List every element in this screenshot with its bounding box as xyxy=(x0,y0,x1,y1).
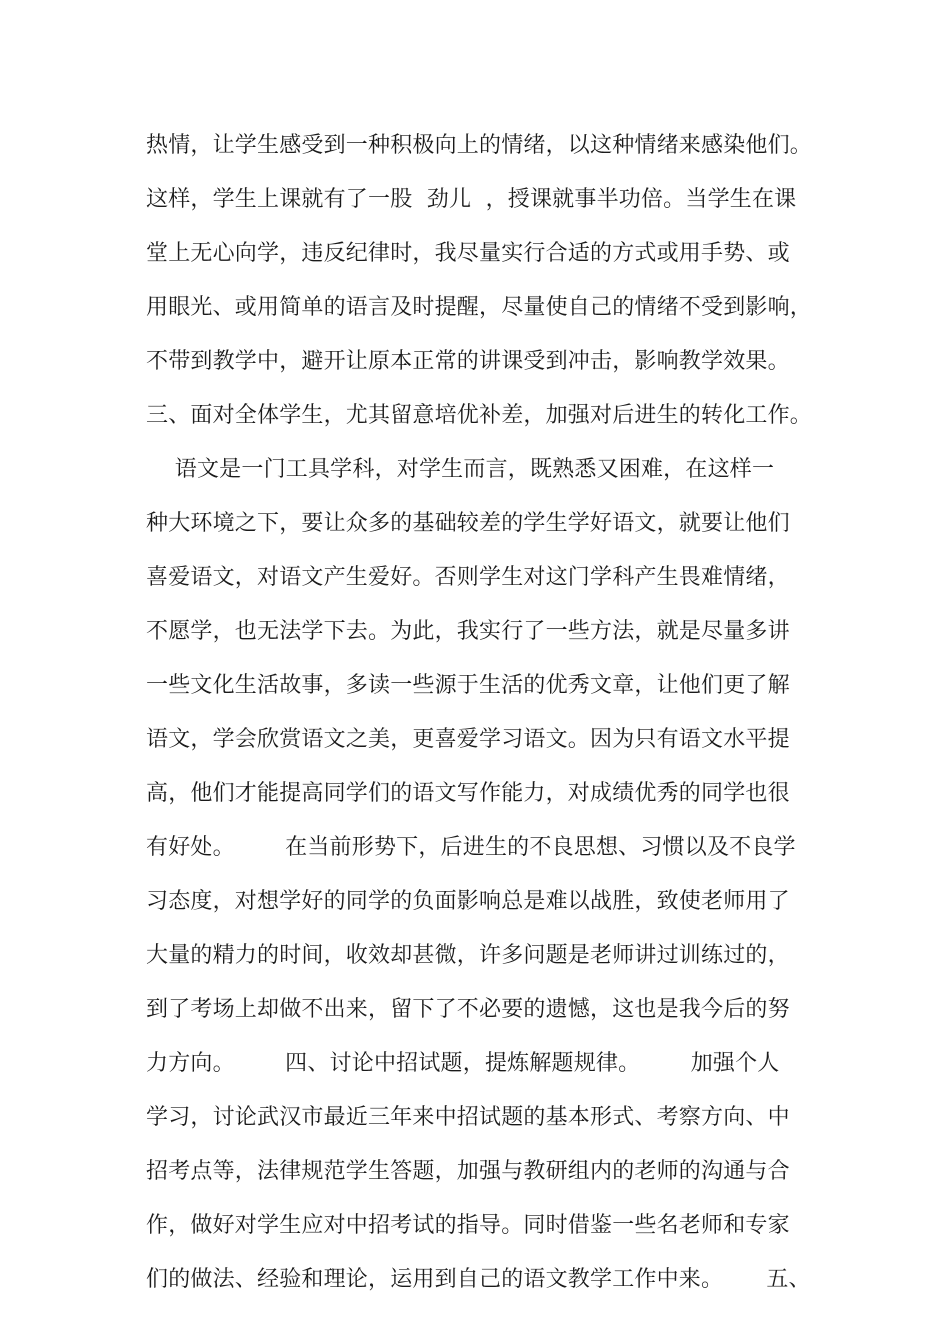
text-line: 招考点等，法律规范学生答题，加强与教研组内的老师的沟通与合 xyxy=(146,1159,790,1184)
text-line: 用眼光、或用简单的语言及时提醒，尽量使自己的情绪不受到影响， xyxy=(146,295,813,320)
text-line: 学习，讨论武汉市最近三年来中招试题的基本形式、考察方向、中 xyxy=(146,1105,790,1130)
text-line: 堂上无心向学，违反纪律时，我尽量实行合适的方式或用手势、或 xyxy=(146,241,790,266)
text-line: 种大环境之下，要让众多的基础较差的学生学好语文，就要让他们 xyxy=(146,511,790,536)
document-body xyxy=(146,124,826,1312)
text-line: 有好处。 在当前形势下，后进生的不良思想、习惯以及不良学 xyxy=(146,835,796,860)
text-line: 这样，学生上课就有了一股 劲儿 ，授课就事半功倍。当学生在课 xyxy=(146,187,797,212)
text-line: 喜爱语文，对语文产生爱好。否则学生对这门学科产生畏难情绪， xyxy=(146,565,790,590)
text-line: 热情，让学生感受到一种积极向上的情绪，以这种情绪来感染他们。 xyxy=(146,133,813,158)
text-line: 一些文化生活故事，多读一些源于生活的优秀文章，让他们更了解 xyxy=(146,673,790,698)
text-line: 作，做好对学生应对中招考试的指导。同时借鉴一些名老师和专家 xyxy=(146,1213,790,1238)
text-line: 力方向。 四、讨论中招试题，提炼解题规律。 加强个人 xyxy=(146,1051,780,1076)
text-line: 大量的精力的时间，收效却甚微，许多问题是老师讲过训练过的， xyxy=(146,943,790,968)
text-line: 语文是一门工具学科，对学生而言，既熟悉又困难，在这样一 xyxy=(146,457,775,482)
text-line: 语文，学会欣赏语文之美，更喜爱学习语文。因为只有语文水平提 xyxy=(146,727,790,752)
text-line: 到了考场上却做不出来，留下了不必要的遗憾，这也是我今后的努 xyxy=(146,997,790,1022)
text-line: 高，他们才能提高同学们的语文写作能力，对成绩优秀的同学也很 xyxy=(146,781,790,806)
text-line: 不愿学，也无法学下去。为此，我实行了一些方法，就是尽量多讲 xyxy=(146,619,790,644)
text-line: 们的做法、经验和理论，运用到自己的语文教学工作中来。 五、 xyxy=(146,1267,811,1292)
text-line: 不带到教学中，避开让原本正常的讲课受到冲击，影响教学效果。 xyxy=(146,349,790,374)
section-heading-line: 三、面对全体学生，尤其留意培优补差，加强对后进生的转化工作。 xyxy=(146,403,813,428)
text-line: 习态度，对想学好的同学的负面影响总是难以战胜，致使老师用了 xyxy=(146,889,790,914)
